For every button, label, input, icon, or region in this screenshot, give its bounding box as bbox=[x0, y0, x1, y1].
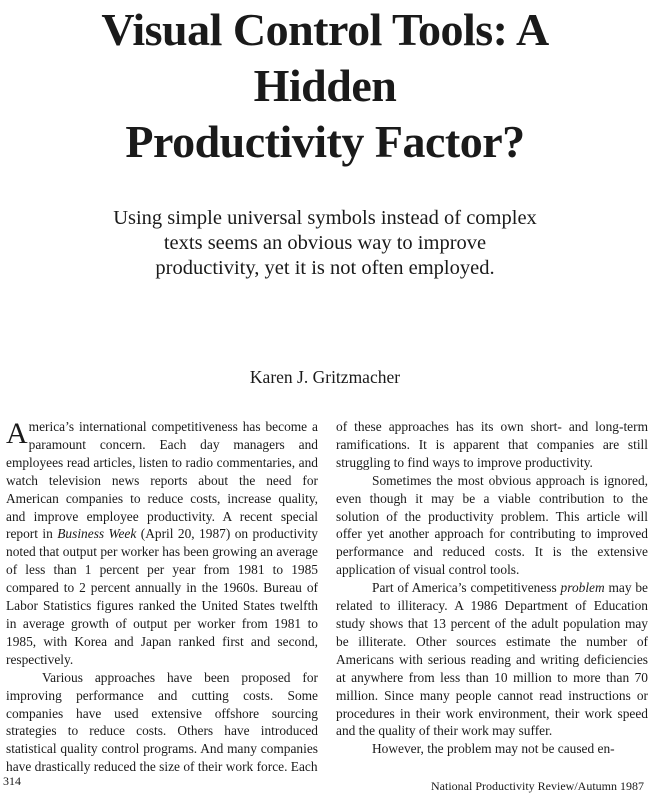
paragraph-ramifications: of these approaches has its own short- and long-term ramifications. It is apparent that companies are still struggling to find ways to improve productivity. bbox=[336, 419, 648, 470]
subtitle-line-1: Using simple universal symbols instead of complex bbox=[113, 207, 537, 229]
body-column-left bbox=[6, 418, 318, 776]
paragraph-intro-text-a: merica’s international competitiveness has become a paramount concern. Each day managers and employees read articles, listen to radio commentaries, and watch television news reports about the need for American companies to reduce costs, increase quality, and improve employee productivity. A recent special report in bbox=[6, 419, 318, 542]
author-byline: Karen J. Gritzmacher bbox=[249, 367, 401, 387]
paragraph-obvious-approach: Sometimes the most obvious approach is ignored, even though it may be a viable contribution to the solution of the productivity problem. This article will offer yet another approach for contributing to improved performance and reduced costs. It is the extensive application of visual control tools. bbox=[336, 472, 648, 578]
subtitle-line-3: productivity, yet it is not often employed. bbox=[155, 257, 495, 279]
journal-footer: National Productivity Review/Autumn 1987 bbox=[431, 779, 644, 793]
body-column-right bbox=[336, 418, 648, 758]
drop-cap: A bbox=[6, 417, 28, 450]
page-number: 314 bbox=[3, 774, 21, 788]
paragraph-illiteracy bbox=[336, 579, 648, 740]
paragraph-illiteracy-text-a: Part of America’s competitiveness bbox=[372, 580, 561, 596]
title-line-3: Productivity Factor? bbox=[125, 116, 525, 167]
article-subtitle bbox=[60, 206, 590, 281]
title-line-1: Visual Control Tools: A bbox=[101, 4, 549, 55]
paragraph-continuation: However, the problem may not be caused en- bbox=[372, 741, 615, 757]
paragraph-approaches: Various approaches have been proposed for improving performance and cutting costs. Some companies have used extensive offshore sourcing strategies to reduce costs. Others have introduced statistical quality control programs. And many companies have drastically reduced the size of their work force. Each bbox=[6, 669, 318, 775]
emphasis-problem: problem bbox=[560, 580, 605, 596]
subtitle-line-2: texts seems an obvious way to improve bbox=[163, 232, 487, 254]
paragraph-intro bbox=[6, 418, 318, 669]
paragraph-illiteracy-text-b: may be related to illiteracy. A 1986 Department of Education study shows that 13 percent of the adult population may be illiterate. Other sources estimate the number of Americans with serious reading and writing deficiencies at anywhere from less than 10 million to more than 70 million. Since many people cannot read instructions or procedures in their work environment, their work speed and the quality of their work may suffer. bbox=[336, 580, 648, 739]
title-line-2: Hidden bbox=[253, 60, 397, 111]
paragraph-intro-text-b: (April 20, 1987) on productivity noted that output per worker has been growing an average of less than 1 percent per year from 1981 to 1985 compared to 2 percent annually in the 1960s. Bureau of Labor Statistics figures ranked the United States twelfth in average growth of output per worker from 1981 to 1985, with Korea and Japan ranked first and second, respectively. bbox=[6, 526, 318, 667]
article-title bbox=[0, 2, 650, 170]
publication-name: Business Week bbox=[57, 526, 137, 542]
